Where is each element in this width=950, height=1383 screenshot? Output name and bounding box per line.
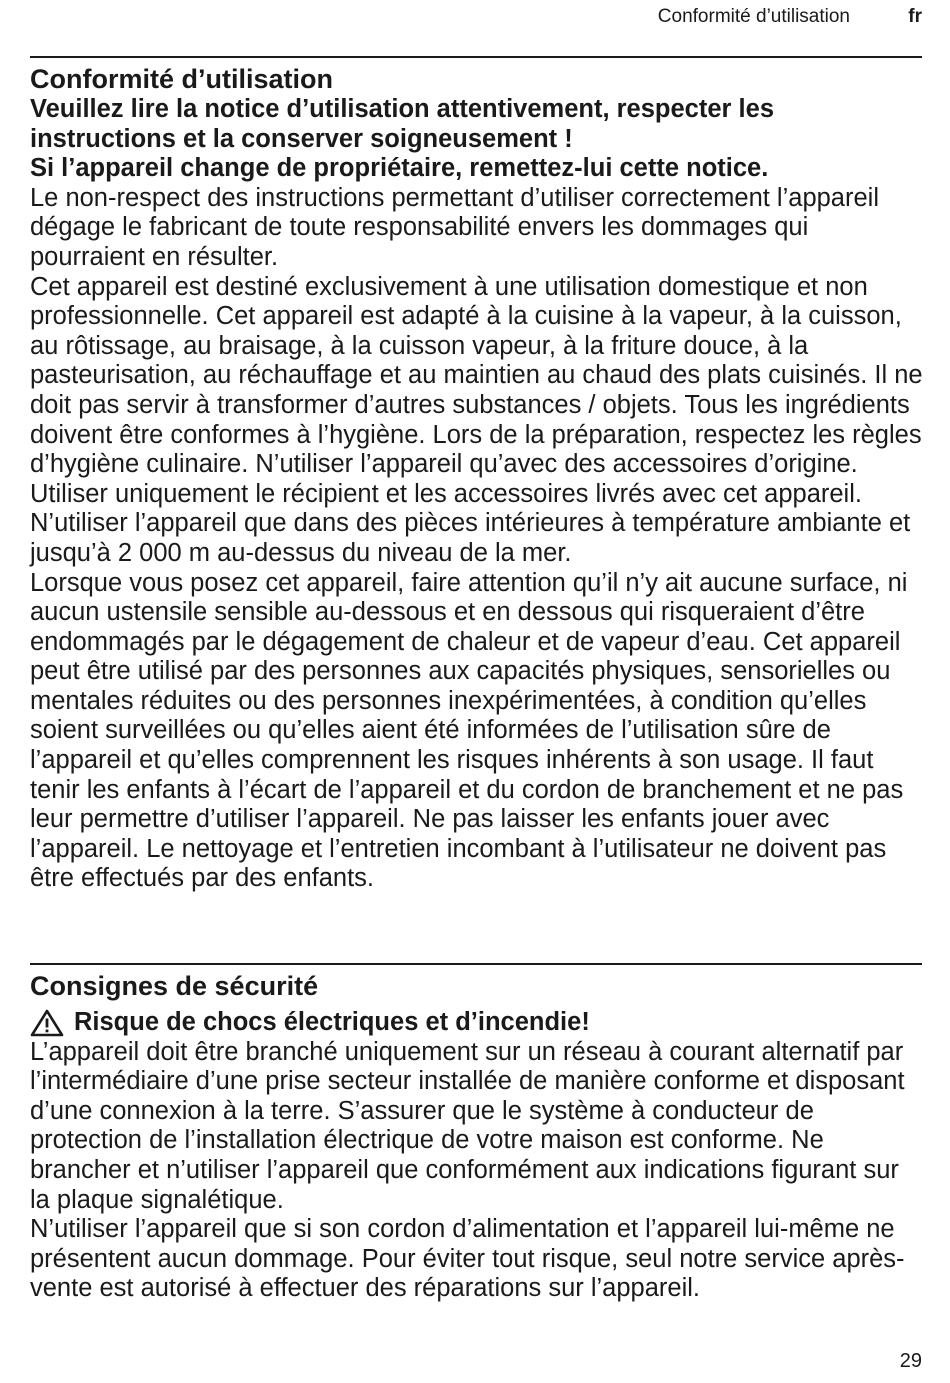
instruction-notice: Veuillez lire la notice d’utilisation attentivement, respecter les instructions et la conserver soigneusement ! — [30, 95, 774, 153]
warning-text: Risque de chocs électriques et d’incendie! — [74, 1008, 590, 1036]
section-safety — [30, 971, 925, 1304]
domestic-use-paragraph: Cet appareil est destiné exclusivement à une utilisation domestique et non professionnelle. Cet appareil est adapté à la cuisine à la vapeur, à la cuisson, au rôtissage, au braisage, à la cuisson vapeur, à la friture douce, à la pasteurisation, au réchauffage et au maintien au chaud des plats cuisinés. Il ne doit pas servir à transformer d’autres substances / objets. Tous les ingrédients doivent être conformes à l’hygiène. Lors de la préparation, respectez les règles d’hygiène culinaire. N’utiliser l’appareil qu’avec des accessoires d’origine. Utiliser uniquement le récipient et les accessoires livrés avec cet appareil. — [30, 272, 923, 508]
section-title: Conformité d’utilisation — [30, 64, 333, 94]
language-code: fr — [908, 6, 922, 27]
liability-paragraph: Le non-respect des instructions permettant d’utiliser correctement l’appareil dégage le fabricant de toute responsabilité envers les dommages qui pourraient en résulter. — [30, 183, 879, 271]
owner-change-notice: Si l’appareil change de propriétaire, remettez-lui cette notice. — [30, 154, 769, 183]
warning-heading — [30, 1008, 925, 1038]
section-divider — [30, 963, 922, 965]
running-title: Conformité d’utilisation — [657, 6, 850, 27]
page-number: 29 — [899, 1350, 922, 1372]
running-header — [0, 6, 922, 32]
indoor-use-paragraph: N’utiliser l’appareil que dans des pièces intérieures à température ambiante et jusqu’à 2 000 m au-dessus du niveau de la mer. — [30, 509, 911, 567]
section-title: Consignes de sécurité — [30, 971, 319, 1001]
grounding-paragraph: L’appareil doit être branché uniquement sur un réseau à courant alternatif par l’intermédiaire d’une prise secteur installée de manière conforme et disposant d’une connexion à la terre. S’assurer que le système à conducteur de protection de l’installation électrique de votre maison est conforme. Ne brancher et n’utiliser l’appareil que conformément aux indications figurant sur la plaque signalétique. — [30, 1037, 905, 1214]
damage-paragraph: N’utiliser l’appareil que si son cordon d’alimentation et l’appareil lui-même ne présentent aucun dommage. Pour éviter tout risque, seul notre service après-vente est autorisé à effectuer des réparations sur l’appareil. — [30, 1215, 905, 1303]
top-divider — [30, 56, 922, 58]
section-intended-use — [30, 64, 925, 894]
placement-paragraph: Lorsque vous posez cet appareil, faire attention qu’il n’y ait aucune surface, ni aucun ustensile sensible au-dessous et en dessous qui risqueraient d’être endommagés par le dégagement de chaleur et de vapeur d’eau. Cet appareil peut être utilisé par des personnes aux capacités physiques, sensorielles ou mentales réduites ou des personnes inexpérimentées, à condition qu’elles soient surveillées ou qu’elles aient été informées de l’utilisation sûre de l’appareil et qu’elles comprennent les risques inhérents à son usage. Il faut tenir les enfants à l’écart de l’appareil et du cordon de branchement et ne pas leur permettre d’utiliser l’appareil. Ne pas laisser les enfants jouer avec l’appareil. Le nettoyage et l’entretien incombant à l’utilisateur ne doivent pas être effectués par des enfants. — [30, 568, 908, 893]
warning-triangle-icon — [30, 1009, 64, 1037]
